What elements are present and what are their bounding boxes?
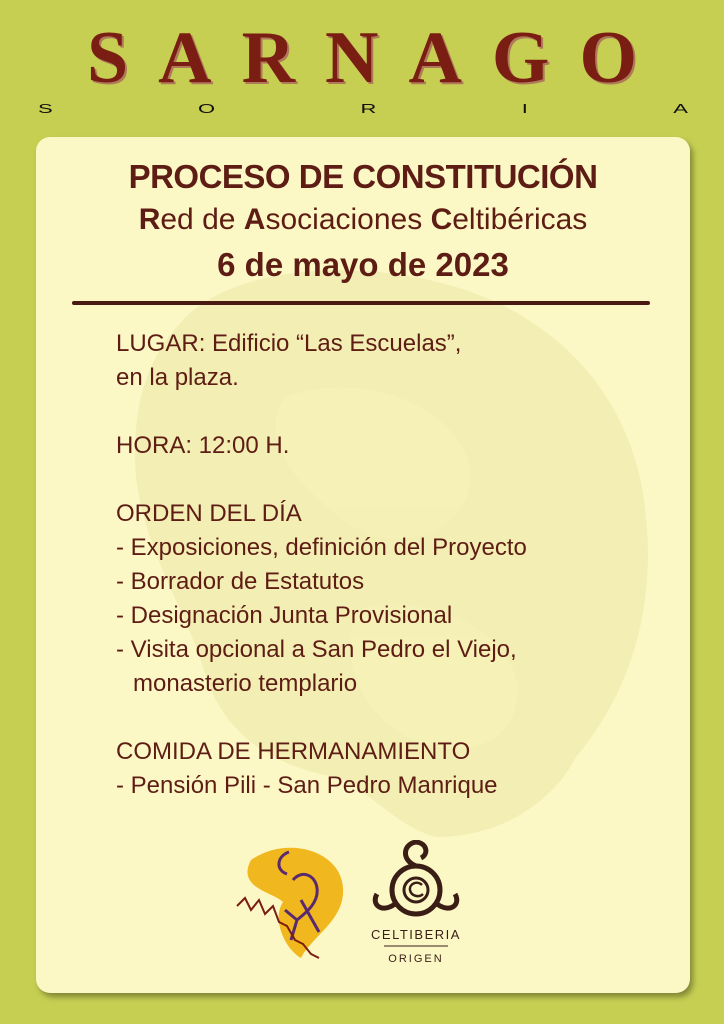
- logo-text: ORIGEN: [388, 953, 444, 965]
- network-word: ed de: [160, 203, 244, 236]
- agenda-item-continuation: monasterio templario: [133, 670, 358, 697]
- agenda-title: ORDEN DEL DÍA: [116, 500, 302, 527]
- subtitle-letter: O: [198, 101, 216, 117]
- subtitle-letter: S: [38, 101, 53, 117]
- network-word: sociaciones: [265, 203, 431, 236]
- logos: [231, 840, 491, 970]
- agenda-item: - Exposiciones, definición del Proyecto: [116, 534, 527, 561]
- network-name: [36, 201, 690, 239]
- network-logo-icon: [237, 848, 343, 958]
- celtiberia-origen-logo-icon: [371, 842, 461, 965]
- subtitle-soria: [38, 102, 688, 116]
- event-details: [116, 327, 676, 803]
- logo-text: CELTIBERIA: [371, 927, 461, 942]
- subtitle-letter: R: [360, 101, 377, 117]
- network-initial: C: [430, 203, 453, 236]
- lunch-title: COMIDA DE HERMANAMIENTO: [116, 738, 471, 765]
- location-line: LUGAR: Edificio “Las Escuelas”,: [116, 330, 462, 357]
- network-initial: R: [138, 203, 161, 236]
- agenda-item: - Borrador de Estatutos: [116, 568, 365, 595]
- divider-line: [72, 301, 650, 305]
- time-line: HORA: 12:00 H.: [116, 432, 290, 459]
- agenda-item: - Visita opcional a San Pedro el Viejo,: [116, 636, 517, 663]
- subtitle-letter: A: [673, 101, 688, 117]
- lunch-item: - Pensión Pili - San Pedro Manrique: [116, 772, 498, 799]
- content-panel: [36, 137, 690, 993]
- event-title: PROCESO DE CONSTITUCIÓN: [128, 158, 598, 195]
- network-initial: A: [243, 203, 266, 236]
- subtitle-letter: I: [521, 101, 528, 117]
- location-line: en la plaza.: [116, 364, 239, 391]
- event-date: 6 de mayo de 2023: [217, 246, 509, 283]
- network-word: eltibéricas: [452, 203, 588, 236]
- main-title: SARNAGO: [86, 17, 668, 99]
- agenda-item: - Designación Junta Provisional: [116, 602, 453, 629]
